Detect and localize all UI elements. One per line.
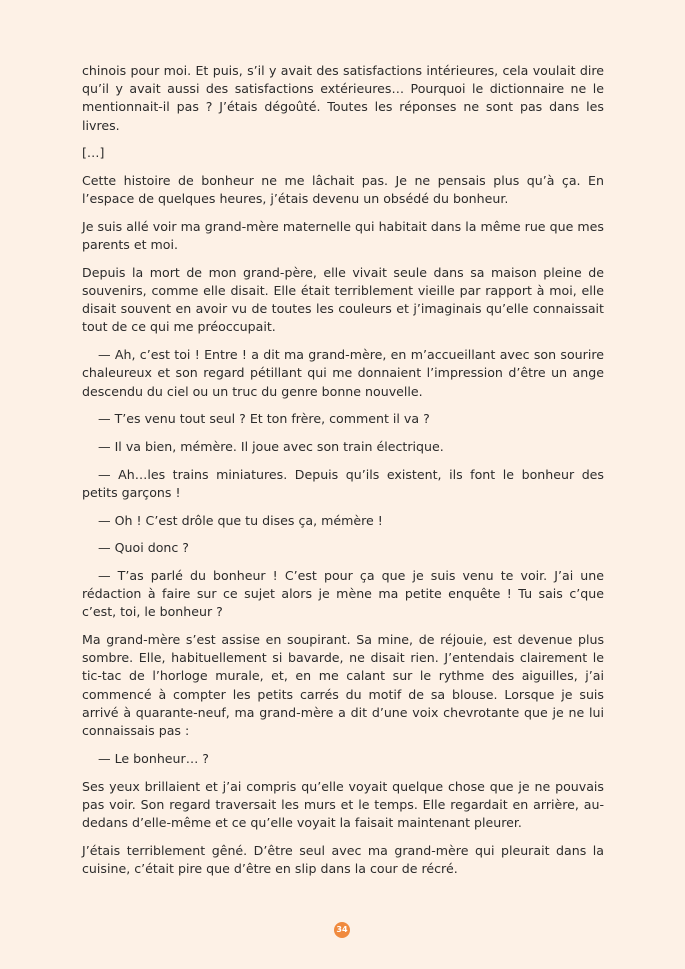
dialog-line: — T’es venu tout seul ? Et ton frère, comment il va ? xyxy=(98,411,430,427)
paragraph: J’étais terriblement gêné. D’être seul avec ma grand-mère qui pleurait dans la cuisine, c’était pire que d’être en slip dans la cour de récré. xyxy=(82,842,604,876)
paragraph: Je suis allé voir ma grand-mère maternelle qui habitait dans la même rue que mes parents et moi. xyxy=(82,218,604,253)
paragraph: Ma grand-mère s’est assise en soupirant. Sa mine, de réjouie, est devenue plus sombre. Elle, habituellement si bavarde, ne disait rien. J’entendais clairement le tic-tac de l’horloge murale, et, en me calant sur le rythme des aiguilles, j’ai commencé à compter les petits carrés du motif de sa blouse. Lorsque je suis arrivé à quarante-neuf, ma grand-mère a dit d’une voix chevrotante que je ne lui connaissais pas : xyxy=(82,632,604,739)
dialog-line: — Il va bien, mémère. Il joue avec son train électrique. xyxy=(98,438,444,454)
dialog-line: — Ah…les trains miniatures. Depuis qu’ils existent, ils font le bonheur des petits garçons ! xyxy=(82,466,604,500)
paragraph: […] xyxy=(82,145,105,161)
page-number-badge: 34 xyxy=(334,922,350,938)
dialog-line: — Ah, c’est toi ! Entre ! a dit ma grand-mère, en m’accueillant avec son sourire chaleureux et son regard pétillant qui me donnaient l’impression d’être un ange descendu du ciel ou un truc du genre bonne nouvelle. xyxy=(82,347,604,399)
dialog-line: — Quoi donc ? xyxy=(98,540,189,556)
dialog-line: — Oh ! C’est drôle que tu dises ça, mémère ! xyxy=(98,512,383,528)
paragraph: Depuis la mort de mon grand-père, elle vivait seule dans sa maison pleine de souvenirs, comme elle disait. Elle était terriblement vieille par rapport à moi, elle disait souvent en avoir vu de toutes les couleurs et j’imaginais qu’elle connaissait tout de ce qui me préoccupait. xyxy=(82,264,604,335)
dialog-line: — Le bonheur… ? xyxy=(98,750,209,766)
page-body xyxy=(82,62,604,888)
paragraph: Ses yeux brillaient et j’ai compris qu’elle voyait quelque chose que je ne pouvais pas voir. Son regard traversait les murs et le temps. Elle regardait en arrière, au-dedans d’elle-même et ce qu’elle voyait la faisait maintenant pleurer. xyxy=(82,778,604,830)
paragraph: Cette histoire de bonheur ne me lâchait pas. Je ne pensais plus qu’à ça. En l’espace de quelques heures, j’étais devenu un obsédé du bonheur. xyxy=(82,173,604,207)
paragraph: chinois pour moi. Et puis, s’il y avait des satisfactions intérieures, cela voulait dire qu’il y avait aussi des satisfactions extérieures… Pourquoi le dictionnaire ne le mentionnait-il pas ? J’étais dégoûté. Toutes les réponses ne sont pas dans les livres. xyxy=(82,63,604,133)
dialog-line: — T’as parlé du bonheur ! C’est pour ça que je suis venu te voir. J’ai une rédaction à faire sur ce sujet alors je mène ma petite enquête ! Tu sais c’que c’est, toi, le bonheur ? xyxy=(82,567,604,620)
